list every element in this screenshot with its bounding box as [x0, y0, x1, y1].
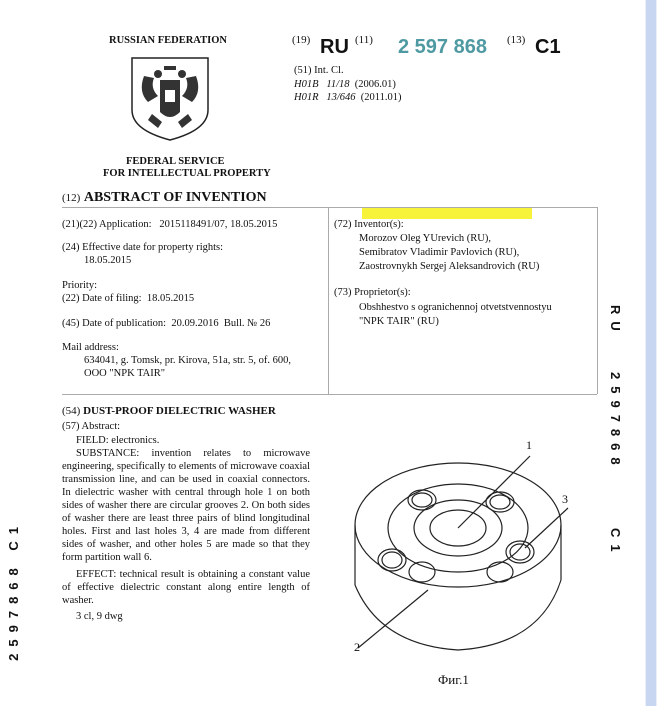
invention-title: DUST-PROOF DIELECTRIC WASHER	[83, 405, 276, 417]
publication-field	[62, 317, 270, 330]
effective-label: (24) Effective date for property rights:	[62, 242, 224, 253]
washer-drawing	[340, 430, 590, 690]
int-cl-label: (51) Int. Cl.	[294, 65, 344, 76]
side-right-number: 2597868	[608, 372, 623, 472]
abstract-body	[62, 434, 310, 623]
effective-value: 18.05.2015	[84, 255, 132, 266]
classification-2	[294, 91, 402, 104]
proprietor-label: (73) Proprietor(s):	[334, 287, 411, 298]
inventor-1: Morozov Oleg YUrevich (RU),	[359, 233, 491, 244]
agency-line2: FOR INTELLECTUAL PROPERTY	[103, 168, 271, 179]
cls1-sub: 11/18	[326, 79, 350, 90]
country-code: RU	[320, 36, 349, 58]
doc-type-title: ABSTRACT OF INVENTION	[83, 190, 267, 205]
side-left-text: 2597868 C1	[6, 520, 21, 661]
proprietor-2: "NPK TAIR" (RU)	[359, 316, 439, 327]
abstract-claims: 3 cl, 9 dwg	[76, 611, 123, 622]
inventor-3: Zaostrovnykh Sergej Aleksandrovich (RU)	[359, 261, 540, 272]
abstract-field: FIELD: electronics.	[76, 435, 160, 446]
figure-label-3: 3	[562, 492, 568, 506]
priority-label: Priority:	[62, 280, 98, 291]
publication-value: 20.09.2016	[171, 318, 219, 329]
russian-emblem	[128, 52, 212, 142]
doc-type-code: (12)	[62, 192, 81, 204]
application-value: 2015118491/07, 18.05.2015	[159, 219, 278, 230]
cls1-code: H01B	[294, 79, 319, 90]
invention-title-line	[62, 405, 276, 417]
doc-type	[62, 190, 267, 206]
scrollbar-thumb[interactable]	[646, 0, 656, 706]
figure-caption: Фиг.1	[438, 672, 469, 687]
application-field	[62, 218, 277, 231]
inventors-label: (72) Inventor(s):	[334, 219, 404, 230]
side-right-ru: RU	[608, 305, 623, 338]
publication-label: (45) Date of publication:	[62, 318, 167, 329]
divider	[328, 207, 329, 394]
bull-value: 26	[259, 318, 271, 329]
cls2-year: (2011.01)	[360, 92, 402, 103]
agency-line1: FEDERAL SERVICE	[126, 156, 225, 167]
proprietor-1: Obshhestvo s ogranichennoj otvetstvennostyu	[359, 302, 552, 313]
bull-label: Bull. №	[223, 318, 258, 329]
figure-1	[340, 430, 590, 690]
vertical-scrollbar[interactable]	[645, 0, 657, 706]
inventor-2: Semibratov Vladimir Pavlovich (RU),	[359, 247, 520, 258]
patent-number: 2 597 868	[398, 36, 487, 58]
code-11: (11)	[355, 34, 373, 46]
filing-value: 18.05.2015	[146, 293, 195, 304]
divider	[62, 394, 597, 395]
code-19: (19)	[292, 34, 311, 46]
kind-code: C1	[535, 36, 561, 58]
abstract-substance: SUBSTANCE: invention relates to microwave engineering, specifically to elements of microwave coaxial transmission line, and can be used in coaxial connectors. In dielectric washer with central through hole 1 on both sides of washer there are circular grooves 2. On both sides of washer there are least three pairs of blind longitudinal holes. First and last holes 3, 4 are made from different sides of washer, and other holes 5 are made so that they form partition wall 6.	[62, 448, 310, 563]
figure-label-1: 1	[526, 438, 532, 452]
cls2-code: H01R	[294, 92, 319, 103]
cls1-year: (2006.01)	[354, 79, 396, 90]
mail-line1: 634041, g. Tomsk, pr. Kirova, 51a, str. 5, of. 600,	[84, 355, 292, 366]
abstract-label: (57) Abstract:	[62, 421, 121, 432]
country-name: RUSSIAN FEDERATION	[109, 35, 227, 46]
title-code: (54)	[62, 405, 81, 417]
divider	[597, 207, 598, 394]
mail-line2: OOO "NPK TAIR"	[84, 368, 166, 379]
figure-label-2: 2	[354, 640, 360, 654]
filing-label: (22) Date of filing:	[62, 293, 142, 304]
filing-field	[62, 292, 194, 305]
mail-label: Mail address:	[62, 342, 119, 353]
abstract-effect: EFFECT: technical result is obtaining a constant value of effective dielectric constant along entire length of washer.	[62, 569, 310, 606]
side-right-kind: C1	[608, 528, 623, 559]
double-headed-eagle-icon	[128, 52, 212, 142]
cls2-sub: 13/646	[326, 92, 356, 103]
application-label: (21)(22) Application:	[62, 219, 152, 230]
code-13: (13)	[507, 34, 526, 46]
classification-1	[294, 78, 396, 91]
